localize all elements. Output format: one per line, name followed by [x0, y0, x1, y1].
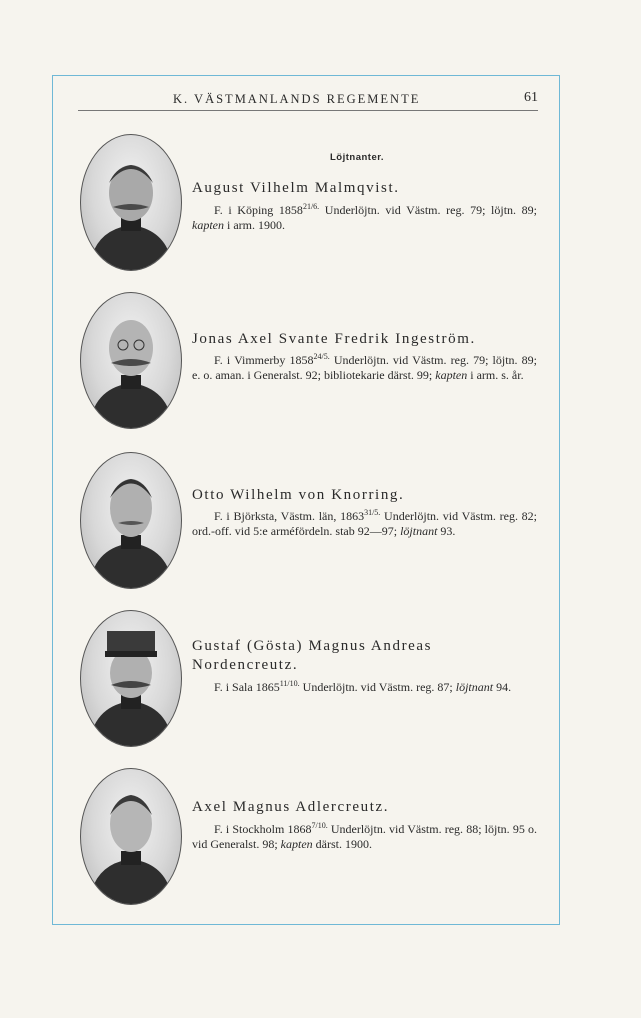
- officer-entry: [78, 768, 538, 908]
- page-number: 61: [524, 90, 538, 105]
- portrait-photo: [80, 768, 182, 905]
- officer-name: Axel Magnus Adlercreutz.: [192, 799, 390, 815]
- officer-entry: [78, 610, 538, 750]
- portrait-figure: [81, 453, 181, 588]
- portrait-figure: [81, 611, 181, 746]
- running-header: [78, 88, 538, 111]
- officer-entry: [78, 134, 538, 274]
- portrait-figure: [81, 769, 181, 904]
- portrait-photo: [80, 292, 182, 429]
- officer-entry: [78, 292, 538, 432]
- officer-bio: F. i Sala $1865^{11/10.}$ Underlöjtn. vid Västm. reg. 87; löjtnant 94.: [214, 679, 512, 694]
- officer-entry: [78, 452, 538, 592]
- portrait-figure: [81, 293, 181, 428]
- officer-name: August Vilhelm Malmqvist.: [192, 180, 400, 196]
- running-title: K. VÄSTMANLANDS REGEMENTE: [173, 92, 421, 106]
- portrait-figure: [81, 135, 181, 270]
- officer-bio: F. i Björksta, Västm. län, $1863^{31/5.}$ Underlöjtn. vid Västm. reg. 82; ord.-off. vid 5:e arméfördeln. stab 92—97; löjtnant 93.: [192, 508, 537, 538]
- officer-name: Jonas Axel Svante Fredrik Ingeström.: [192, 331, 476, 347]
- officer-bio: F. i Vimmerby $1858^{24/5.}$ Underlöjtn. vid Västm. reg. 79; löjtn. 89; e. o. aman. i Generalst. 92; bibliotekarie därst. 99; kapten i arm. s. år.: [192, 352, 537, 382]
- portrait-photo: [80, 134, 182, 271]
- officer-bio: F. i Stockholm $1868^{7/10.}$ Underlöjtn. vid Västm. reg. 88; löjtn. 95 o. vid Generalst. 98; kapten därst. 1900.: [192, 821, 537, 851]
- officer-bio: F. i Köping $1858^{21/6.}$ Underlöjtn. vid Västm. reg. 79; löjtn. 89; kapten i arm. 1900.: [192, 202, 537, 232]
- portrait-photo: [80, 452, 182, 589]
- section-title: Löjtnanter.: [330, 152, 385, 163]
- officer-name: Otto Wilhelm von Knorring.: [192, 487, 405, 503]
- officer-name: Gustaf (Gösta) Magnus Andreas Nordencreutz.: [192, 638, 433, 673]
- portrait-photo: [80, 610, 182, 747]
